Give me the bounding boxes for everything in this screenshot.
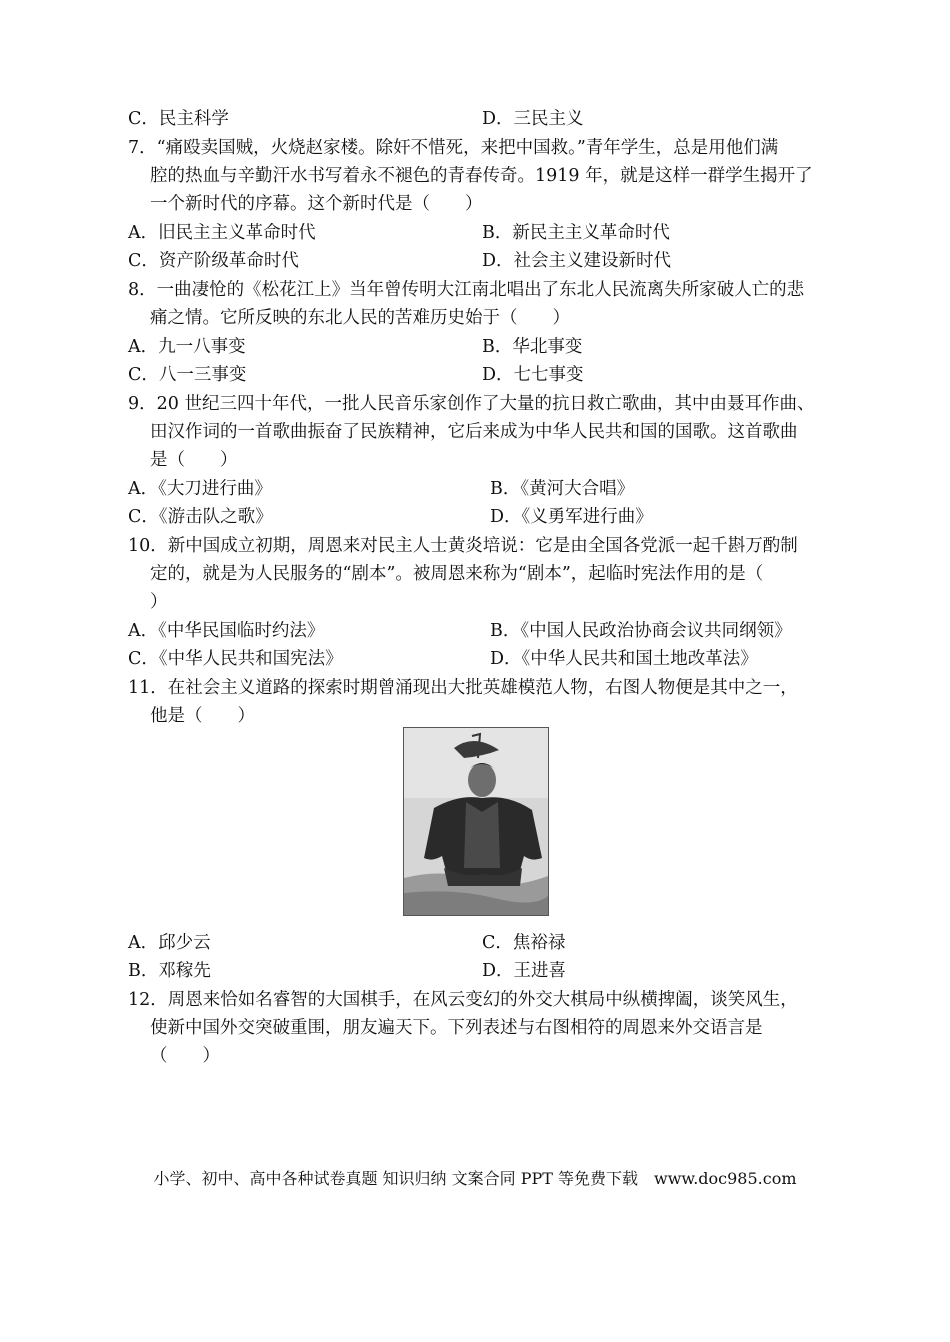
question-10-option-a: A．《中华民国临时约法》 bbox=[128, 621, 325, 641]
question-7-option-d: D．社会主义建设新时代 bbox=[482, 251, 672, 271]
question-11-option-c: C．焦裕禄 bbox=[482, 933, 566, 953]
question-8-line-1: 8．一曲凄怆的《松花江上》当年曾传明大江南北唱出了东北人民流离失所家破人亡的悲 bbox=[128, 280, 805, 300]
question-10-line-1: 10．新中国成立初期，周恩来对民主人士黄炎培说：它是由全国各党派一起千斟万酌制 bbox=[128, 536, 798, 556]
question-8-option-d: D．七七事变 bbox=[482, 365, 584, 385]
question-9-option-d: D．《义勇军进行曲》 bbox=[490, 507, 653, 527]
question-10-option-b: B．《中国人民政治协商会议共同纲领》 bbox=[490, 621, 792, 641]
question-7-option-c: C．资产阶级革命时代 bbox=[128, 251, 299, 271]
question-8-option-c: C．八一三事变 bbox=[128, 365, 247, 385]
question-9-line-1: 9．20 世纪三四十年代，一批人民音乐家创作了大量的抗日救亡歌曲，其中由聂耳作曲、 bbox=[128, 394, 815, 414]
portrait-illustration bbox=[404, 728, 548, 915]
question-12-line-3: （ ） bbox=[150, 1046, 220, 1066]
question-9-option-c: C．《游击队之歌》 bbox=[128, 507, 273, 527]
question-12-line-1: 12．周恩来恰如名睿智的大国棋手，在风云变幻的外交大棋局中纵横捭阖，谈笑风生， bbox=[128, 990, 798, 1010]
question-10-line-2: 定的，就是为人民服务的“剧本”。被周恩来称为“剧本”，起临时宪法作用的是（ bbox=[150, 564, 764, 584]
question-11-line-2: 他是（ ） bbox=[150, 706, 255, 726]
question-12-line-2: 使新中国外交突破重围，朋友遍天下。下列表述与右图相符的周恩来外交语言是 bbox=[150, 1018, 763, 1038]
question-7-line-1: 7．“痛殴卖国贼，火烧赵家楼。除奸不惜死，来把中国救。”青年学生，总是用他们满 bbox=[128, 138, 779, 158]
question-11-option-b: B．邓稼先 bbox=[128, 961, 211, 981]
question-9-option-a: A．《大刀进行曲》 bbox=[128, 479, 272, 499]
question-11-line-1: 11．在社会主义道路的探索时期曾涌现出大批英雄模范人物，右图人物便是其中之一， bbox=[128, 678, 798, 698]
question-7-option-b: B．新民主主义革命时代 bbox=[482, 223, 670, 243]
question-9-line-3: 是（ ） bbox=[150, 450, 238, 470]
portrait-photo bbox=[403, 727, 549, 916]
question-10-option-d: D．《中华人民共和国土地改革法》 bbox=[490, 649, 758, 669]
question-11-option-d: D．王进喜 bbox=[482, 961, 567, 981]
question-9-line-2: 田汉作词的一首歌曲振奋了民族精神，它后来成为中华人民共和国的国歌。这首歌曲 bbox=[150, 422, 798, 442]
question-7-option-a: A．旧民主主义革命时代 bbox=[128, 223, 316, 243]
option-c: C．民主科学 bbox=[128, 109, 229, 129]
question-7-line-3: 一个新时代的序幕。这个新时代是（ ） bbox=[150, 194, 483, 214]
question-8-option-a: A．九一八事变 bbox=[128, 337, 246, 357]
page-footer: 小学、初中、高中各种试卷真题 知识归纳 文案合同 PPT 等免费下载 www.doc985.com bbox=[153, 1169, 797, 1188]
question-8-option-b: B．华北事变 bbox=[482, 337, 583, 357]
option-d: D．三民主义 bbox=[482, 109, 584, 129]
question-10-line-3: ） bbox=[150, 592, 168, 612]
question-11-option-a: A．邱少云 bbox=[128, 933, 211, 953]
question-7-line-2: 腔的热血与辛勤汗水书写着永不褪色的青春传奇。1919 年，就是这样一群学生揭开了 bbox=[150, 166, 813, 186]
question-8-line-2: 痛之情。它所反映的东北人民的苦难历史始于（ ） bbox=[150, 308, 570, 328]
question-9-option-b: B．《黄河大合唱》 bbox=[490, 479, 635, 499]
question-10-option-c: C．《中华人民共和国宪法》 bbox=[128, 649, 343, 669]
